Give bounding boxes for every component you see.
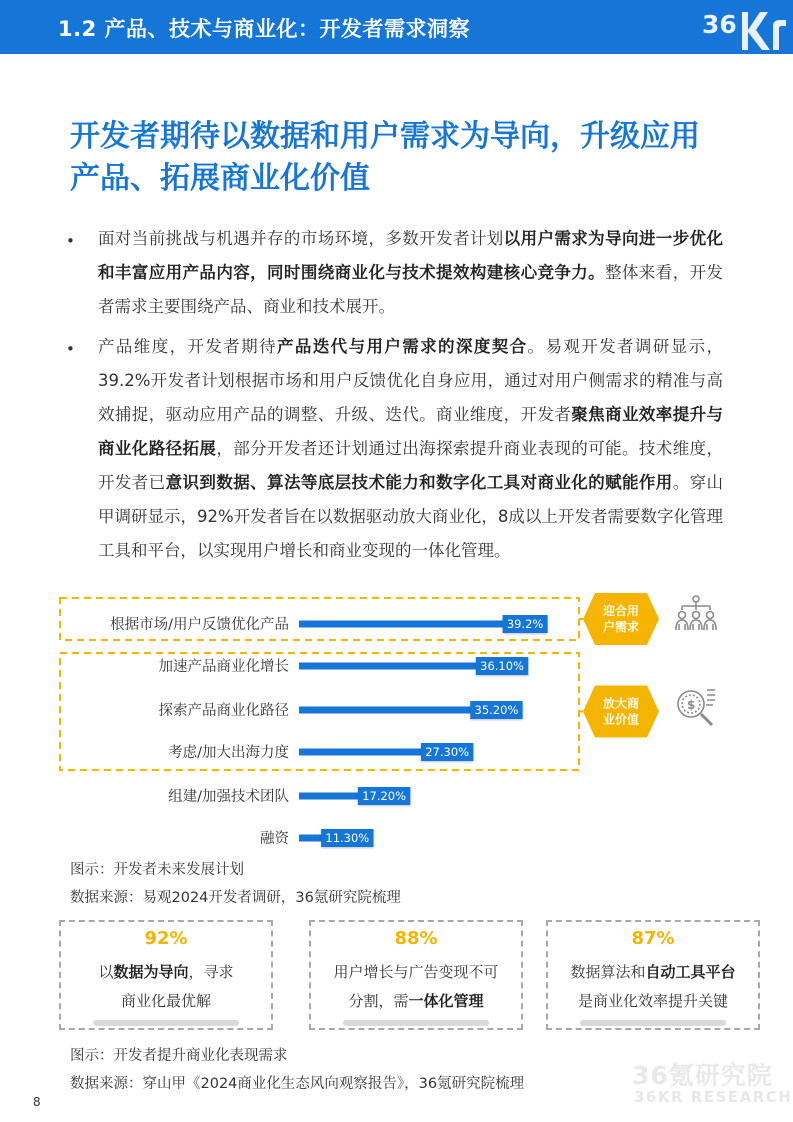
- svg-text:$: $: [687, 698, 696, 712]
- svg-text:36: 36: [702, 10, 737, 39]
- group-badge: [583, 593, 659, 645]
- stat-line: [61, 958, 271, 987]
- stat-percentage: 87%: [631, 928, 675, 949]
- figure2-caption: 图示：开发者提升商业化表现需求: [70, 1048, 288, 1064]
- value-label: 36.10%: [480, 659, 524, 673]
- bullet-2: •: [66, 340, 75, 358]
- stat-line: [61, 987, 271, 1016]
- stat-divider-bar: [580, 1020, 726, 1026]
- body-text: 整体来看，开发者需求主要围绕产品、商业和技术展开。: [98, 263, 724, 316]
- watermark-en: 36KR RESEARCH: [634, 1088, 793, 1106]
- main-heading-line1: 开发者期待以数据和用户需求为导向，升级应用: [70, 119, 700, 154]
- bar-chart: [0, 590, 793, 860]
- main-heading: [70, 116, 760, 200]
- category-label: 根据市场/用户反馈优化产品: [110, 617, 289, 633]
- paragraph-1: [98, 222, 723, 324]
- group-badge-label: 户需求: [602, 620, 640, 634]
- value-label: 39.2%: [506, 617, 544, 631]
- body-text: 。穿山甲调研显示，92%开发者旨在以数据驱动放大商业化，8成以上开发者需要数字化管理工具和平台，以实现用户增长和商业变现的一体化管理。: [98, 473, 724, 560]
- emphasis-text: 数据为导向: [113, 963, 189, 981]
- body-text: 数据算法和: [570, 963, 646, 981]
- stat-line: [311, 987, 521, 1016]
- value-label: 11.30%: [325, 831, 370, 845]
- category-label: 考虑/加大出海力度: [168, 745, 289, 761]
- body-text: 用户增长与广告变现不可: [333, 963, 499, 981]
- section-title: 1.2 产品、技术与商业化：开发者需求洞察: [58, 17, 471, 41]
- group-badge: [583, 686, 659, 738]
- body-text: 面对当前挑战与机遇并存的市场环境，多数开发者计划: [98, 229, 504, 248]
- figure2-source: 数据来源：穿山甲《2024商业化生态风向观察报告》，36氪研究院梳理: [70, 1076, 525, 1092]
- emphasis-text: 自动工具平台: [645, 963, 736, 981]
- group-badge-label: 迎合用: [602, 604, 640, 618]
- body-text: 是商业化效率提升关键: [577, 992, 728, 1010]
- body-text: 商业化最优解: [120, 992, 211, 1010]
- stat-divider-bar: [343, 1020, 489, 1026]
- emphasis-text: 一体化管理: [408, 992, 484, 1010]
- group-badge-label: 放大商: [602, 696, 640, 711]
- value-label: 27.30%: [425, 745, 470, 759]
- stat-box-1: [59, 920, 273, 1030]
- emphasis-text: 产品迭代与用户需求的深度契合: [276, 337, 528, 356]
- body-text: 分割，需: [348, 992, 409, 1010]
- stat-box-3: [546, 920, 760, 1030]
- emphasis-text: 聚焦商业效率提升与商业化路径拓展: [98, 405, 724, 458]
- category-label: 探索产品商业化路径: [158, 703, 289, 719]
- emphasis-text: 以用户需求为导向进一步优化和丰富应用产品内容，同时围绕商业化与技术提效构建核心竞争力。: [98, 229, 724, 282]
- body-text: ，寻求: [188, 963, 234, 981]
- bullet-1: •: [66, 232, 75, 250]
- category-label: 组建/加强技术团队: [168, 789, 289, 805]
- stat-line: [311, 958, 521, 987]
- body-text: 产品维度，开发者期待: [98, 337, 277, 356]
- category-label: 加速产品商业化增长: [158, 659, 289, 675]
- page-number: 8: [33, 1095, 41, 1109]
- value-label: 35.20%: [474, 703, 519, 717]
- 36kr-logo: [700, 2, 793, 52]
- body-text: ，部分开发者还计划通过出海探索提升商业表现的可能。技术维度，开发者已: [98, 439, 724, 492]
- stat-line: [548, 958, 758, 987]
- category-label: 融资: [260, 831, 289, 847]
- body-text: 以: [98, 963, 114, 981]
- paragraph-2: [98, 330, 723, 568]
- stat-description: [548, 958, 758, 1016]
- header-bar: [0, 0, 793, 54]
- stat-description: [61, 958, 271, 1016]
- figure1-caption: 图示：开发者未来发展计划: [70, 862, 244, 878]
- stat-divider-bar: [93, 1020, 239, 1026]
- stat-box-2: [309, 920, 523, 1030]
- main-heading-line2: 产品、拓展商业化价值: [70, 161, 370, 196]
- stat-percentage: 92%: [144, 928, 188, 949]
- stat-line: [548, 987, 758, 1016]
- stat-percentage: 88%: [394, 928, 438, 949]
- watermark-cn: 36氪研究院: [632, 1061, 773, 1090]
- stat-description: [311, 958, 521, 1016]
- figure1-source: 数据来源：易观2024开发者调研，36氪研究院梳理: [70, 890, 401, 906]
- emphasis-text: 意识到数据、算法等底层技术能力和数字化工具对商业化的赋能作用: [165, 473, 673, 492]
- body-text: 。易观开发者调研显示，39.2%开发者计划根据市场和用户反馈优化自身应用，通过对用户侧需求的精准与高效捕捉，驱动应用产品的调整、升级、迭代。商业维度，开发者: [98, 337, 724, 424]
- people-network-icon: [676, 596, 716, 630]
- value-label: 17.20%: [362, 789, 407, 803]
- money-magnifier-icon: [678, 690, 715, 725]
- group-badge-label: 业价值: [602, 712, 640, 727]
